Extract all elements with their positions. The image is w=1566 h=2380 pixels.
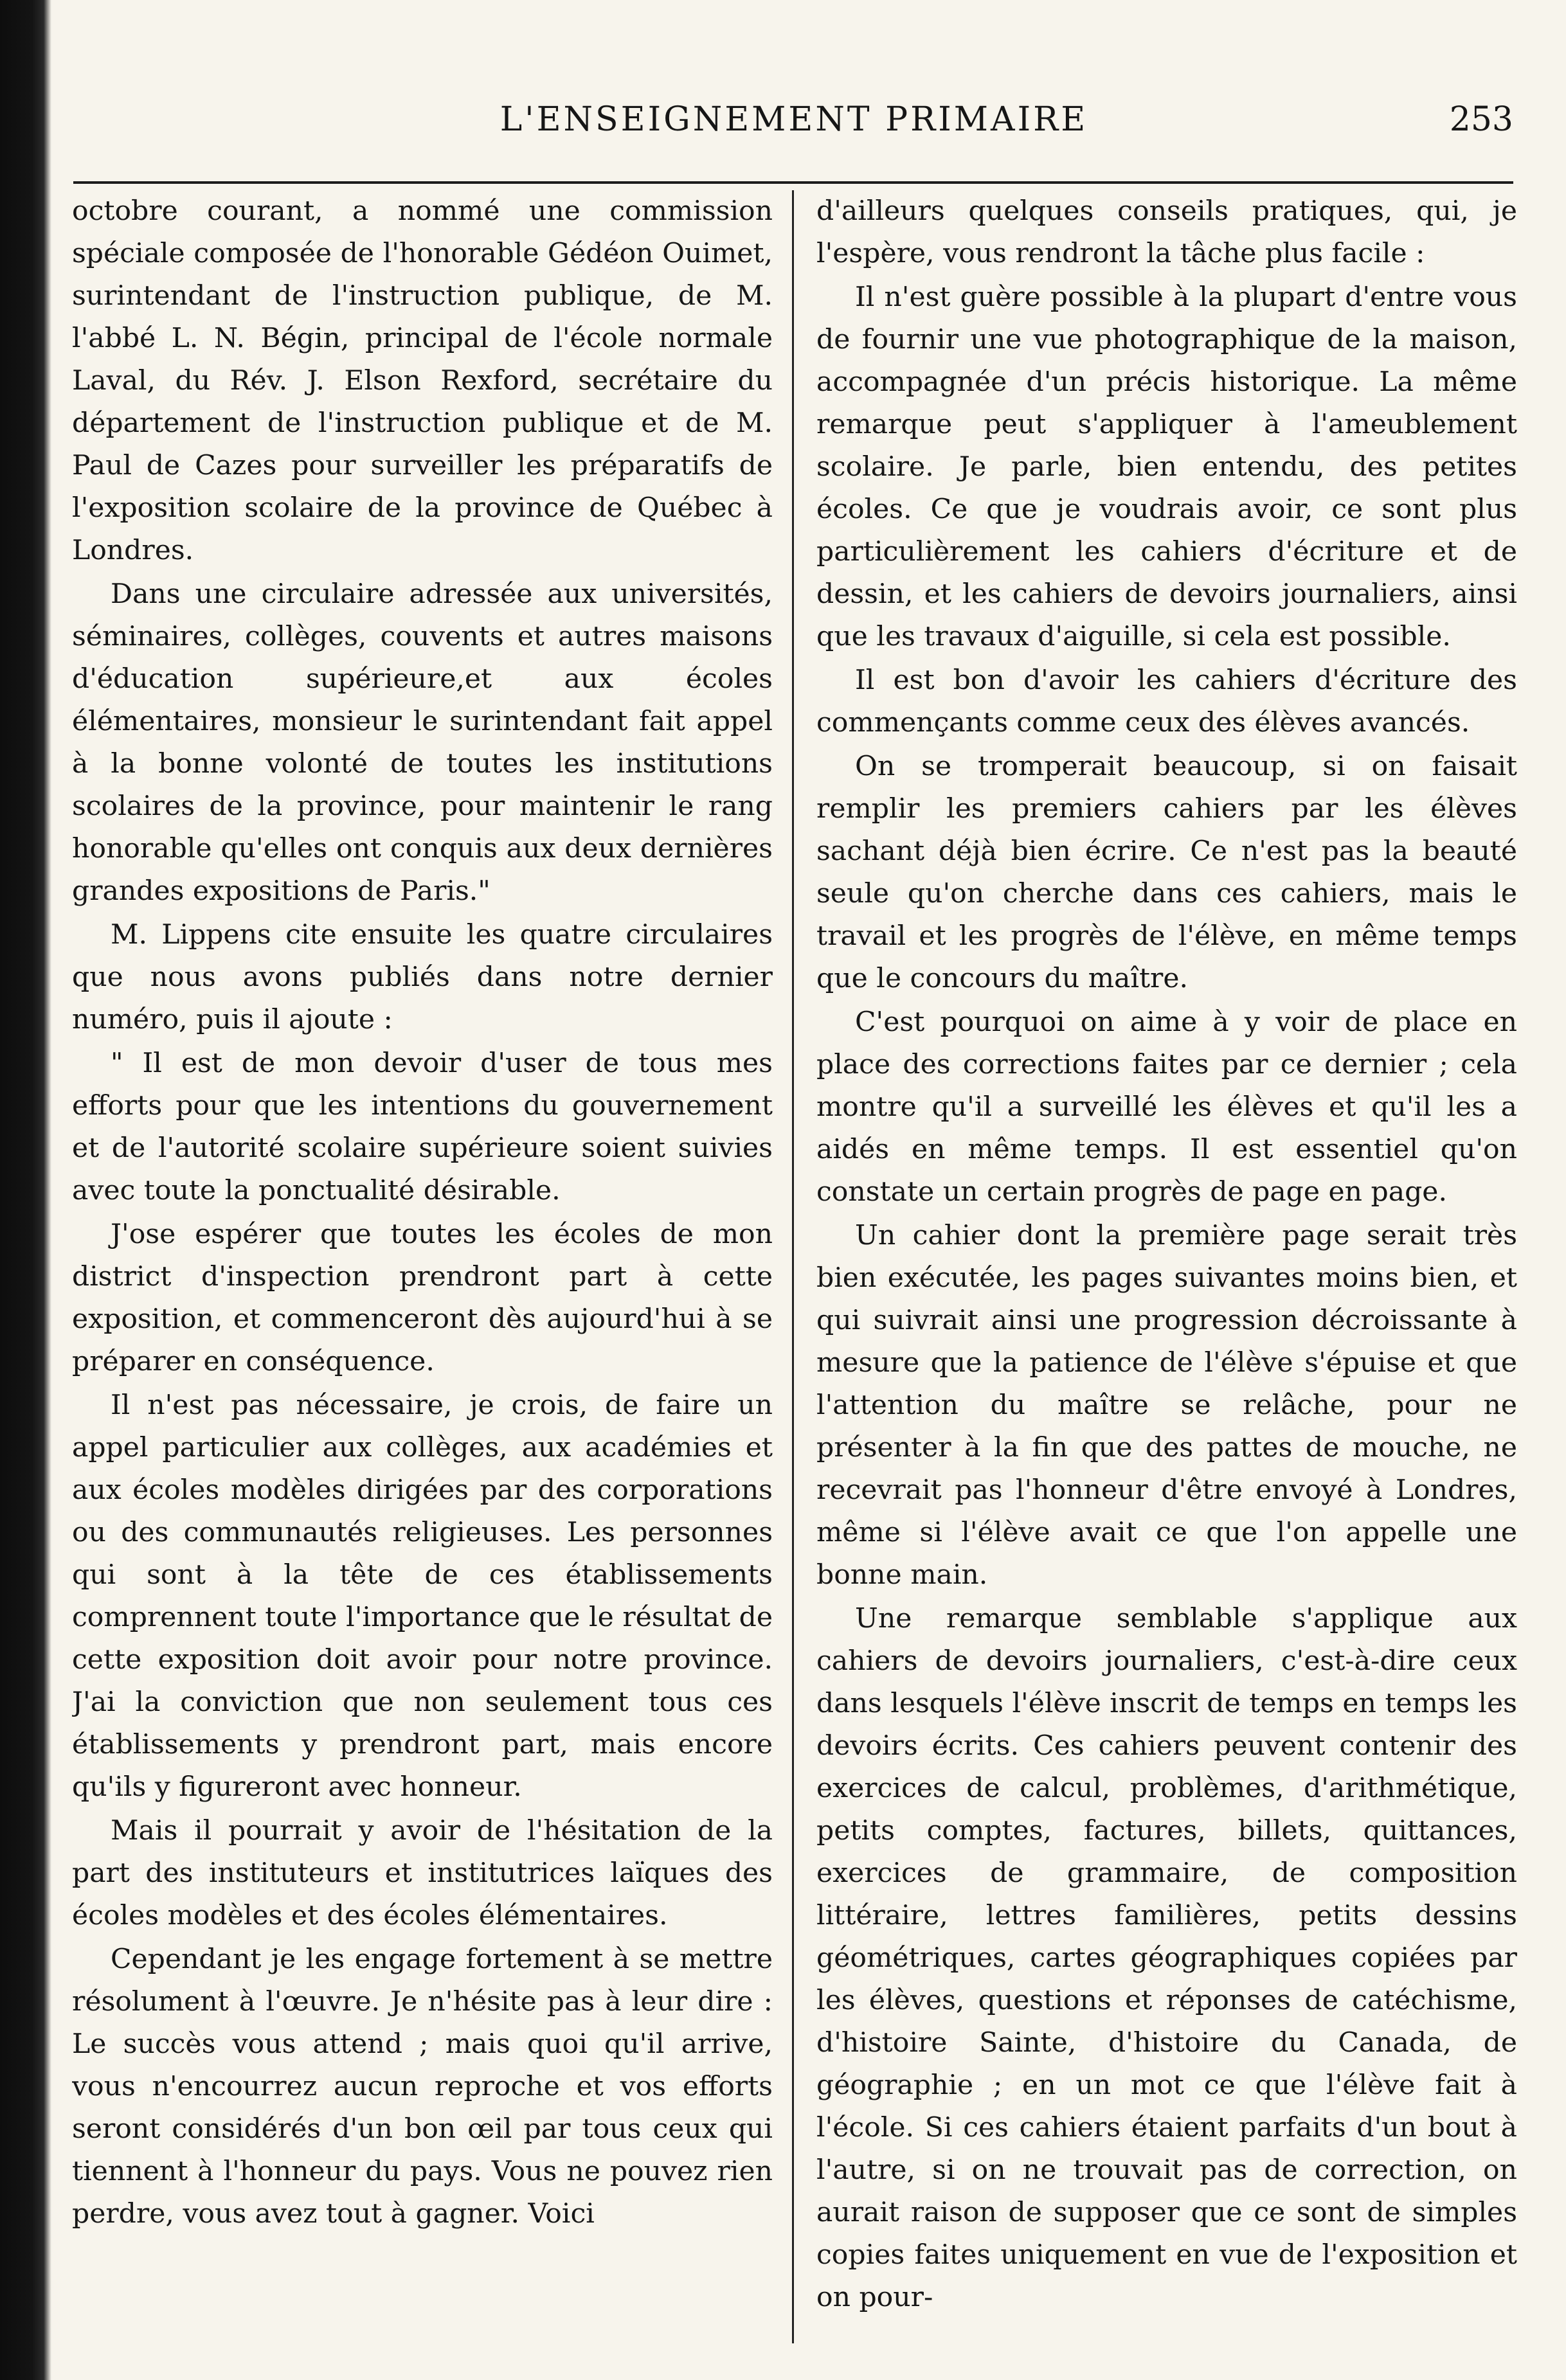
paragraph: Cependant je les engage fortement à se mettre résolument à l'œuvre. Je n'hésite pas à leur dire : Le succès vous attend ; mais quoi qu'il arrive, vous n'encourrez aucun reproche et vos efforts seront considérés d'un bon œil par tous ceux qui tiennent à l'honneur du pays. Vous ne pouvez rien perdre, vous avez tout à gagner. Voici [72,1944,773,2230]
paragraph: On se tromperait beaucoup, si on faisait remplir les premiers cahiers par les élèves sachant déjà bien écrire. Ce n'est pas la beauté seule qu'on cherche dans ces cahiers, mais le travail et les progrès de l'élève, en même temps que le concours du maître. [816,751,1517,994]
binding-edge [0,0,51,2380]
paragraph: Il n'est pas nécessaire, je crois, de faire un appel particulier aux collèges, aux académies et aux écoles modèles dirigées par des corporations ou des communautés religieuses. Les personnes qui sont à la tête de ces établissements comprennent toute l'importance que le résultat de cette exposition doit avoir pour notre province. J'ai la conviction que non seulement tous ces établissements y prendront part, mais encore qu'ils y figureront avec honneur. [72,1390,773,1803]
paragraph: Une remarque semblable s'applique aux cahiers de devoirs journaliers, c'est-à-dire ceux dans lesquels l'élève inscrit de temps en temps les devoirs écrits. Ces cahiers peuvent contenir des exercices de calcul, problèmes, d'arithmétique, petits comptes, factures, billets, quittances, exercices de grammaire, de composition littéraire, lettres familières, petits dessins géométriques, cartes géographiques copiées par les élèves, questions et réponses de catéchisme, d'histoire Sainte, d'histoire du Canada, de géographie ; en un mot ce que l'élève fait à l'école. Si ces cahiers étaient parfaits d'un bout à l'autre, si on ne trouvait pas de correction, on aurait raison de supposer que ce sont de simples copies faites uniquement en vue de l'exposition et on pour- [816,1603,1517,2313]
paragraph: C'est pourquoi on aime à y voir de place en place des corrections faites par ce dernier ; cela montre qu'il a surveillé les élèves et qu'il les a aidés en même temps. Il est essentiel qu'on constate un certain progrès de page en page. [816,1007,1517,1208]
paragraph: d'ailleurs quelques conseils pratiques, qui, je l'espère, vous rendront la tâche plus facile : [816,195,1517,269]
document-page [71,0,1517,2380]
paragraph: Dans une circulaire adressée aux universités, séminaires, collèges, couvents et autres maisons d'éducation supérieure,et aux écoles élémentaires, monsieur le surintendant fait appel à la bonne volonté de toutes les institutions scolaires de la province, pour maintenir le rang honorable qu'elles ont conquis aux deux dernières grandes expositions de Paris." [72,578,773,907]
running-title: L'ENSEIGNEMENT PRIMAIRE [500,100,1088,139]
page-number: 253 [1449,100,1513,139]
header-rule [73,181,1513,184]
paragraph: Il est bon d'avoir les cahiers d'écriture des commençants comme ceux des élèves avancés. [816,665,1517,738]
left-column [72,190,773,2363]
paragraph: Un cahier dont la première page serait très bien exécutée, les pages suivantes moins bien, et qui suivrait ainsi une progression décroissante à mesure que la patience de l'élève s'épuise et que l'attention du maître se relâche, pour ne présenter à la fin que des pattes de mouche, ne recevrait pas l'honneur d'être envoyé à Londres, même si l'élève avait ce que l'on appelle une bonne main. [816,1220,1517,1591]
paragraph: " Il est de mon devoir d'user de tous mes efforts pour que les intentions du gouvernement et de l'autorité scolaire supérieure soient suivies avec toute la ponctualité désirable. [72,1048,773,1206]
paragraph: Mais il pourrait y avoir de l'hésitation de la part des instituteurs et institutrices laïques des écoles modèles et des écoles élémentaires. [72,1815,773,1931]
column-divider [792,190,794,2343]
paragraph: octobre courant, a nommé une commission spéciale composée de l'honorable Gédéon Ouimet, surintendant de l'instruction publique, de M. l'abbé L. N. Bégin, principal de l'école normale Laval, du Rév. J. Elson Rexford, secrétaire du département de l'instruction publique et de M. Paul de Cazes pour surveiller les préparatifs de l'exposition scolaire de la province de Québec à Londres. [72,195,773,566]
right-column [816,190,1517,2363]
paragraph: Il n'est guère possible à la plupart d'entre vous de fournir une vue photographique de la maison, accompagnée d'un précis historique. La même remarque peut s'appliquer à l'ameublement scolaire. Je parle, bien entendu, des petites écoles. Ce que je voudrais avoir, ce sont plus particulièrement les cahiers d'écriture et de dessin, et les cahiers de devoirs journaliers, ainsi que les travaux d'aiguille, si cela est possible. [816,282,1517,652]
paragraph: M. Lippens cite ensuite les quatre circulaires que nous avons publiés dans notre dernier numéro, puis il ajoute : [72,919,773,1035]
paragraph: J'ose espérer que toutes les écoles de mon district d'inspection prendront part à cette exposition, et commenceront dès aujourd'hui à se préparer en conséquence. [72,1219,773,1377]
running-head [71,96,1517,141]
